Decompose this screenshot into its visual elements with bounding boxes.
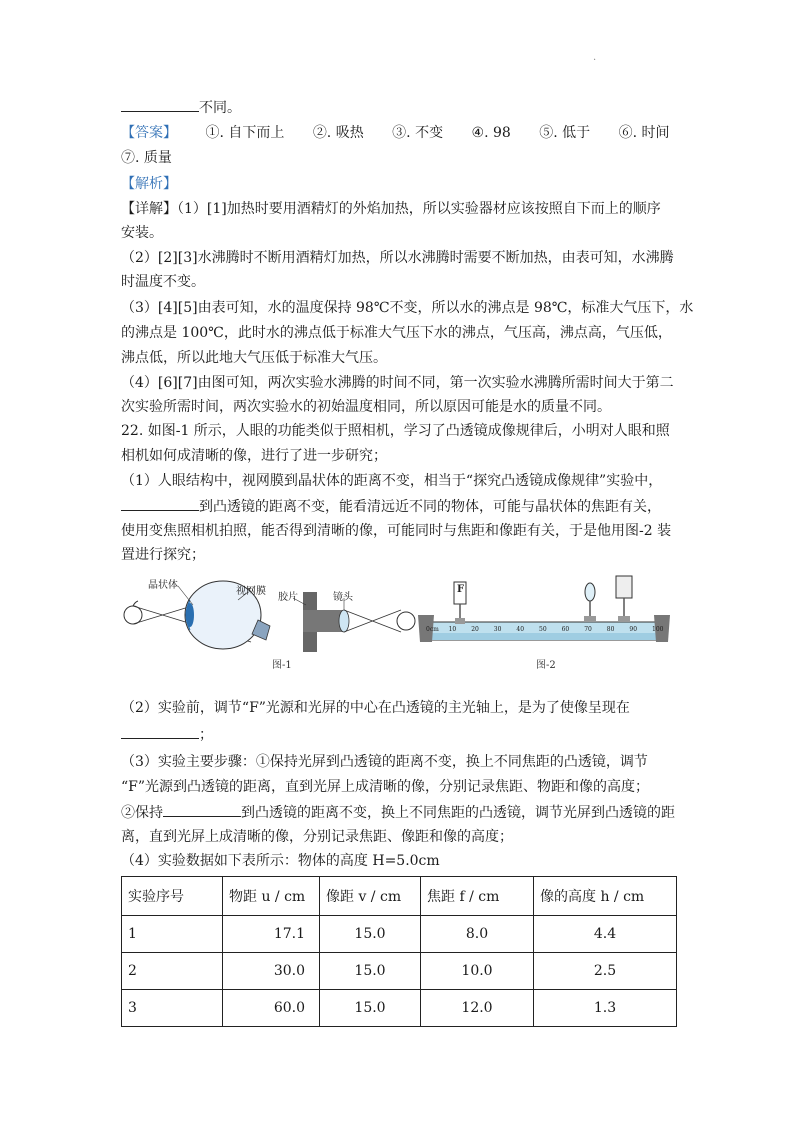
answer-item: ②. 吸热: [312, 125, 364, 141]
bench-tick-label: 10: [448, 626, 457, 633]
table-cell: 2.5: [534, 953, 677, 990]
table-header-row: [122, 877, 677, 916]
question-22-line: 置进行探究；: [121, 547, 205, 563]
explain-line: 【详解】（1）[1]加热时要用酒精灯的外焰加热，所以实验器材应该按照自下而上的顺序: [121, 201, 661, 217]
line-text: ；: [199, 727, 213, 743]
table-cell: 3: [122, 990, 223, 1027]
explain-line: 次实验所需时间，两次实验水的初始温度相同，所以原因可能是水的质量不同。: [121, 399, 611, 415]
question-3-line: 离，直到光屏上成清晰的像，分别记录焦距、像距和像的高度；: [121, 829, 513, 845]
table-cell: 2: [122, 953, 223, 990]
bench-tick-label: 70: [584, 626, 592, 633]
bench-tick-label: 0cm: [426, 626, 439, 633]
answer-item: ⑥. 时间: [618, 125, 670, 141]
explain-line: 时温度不变。: [121, 274, 205, 290]
explain-line: （3）[4][5]由表可知，水的温度保持 98℃不变，所以水的沸点是 98℃，标准大气压下，水: [121, 300, 694, 316]
answer-item: ①. 自下而上: [205, 125, 285, 141]
camera-lens-label: 镜头: [333, 592, 353, 603]
table-cell: 17.1: [223, 916, 320, 953]
answer-label: 【答案】: [121, 125, 177, 141]
explain-line: 的沸点是 100℃，此时水的沸点低于标准大气压下水的沸点，气压高，沸点高，气压低，: [121, 325, 672, 341]
question-2-line: （2）实验前，调节“F”光源和光屏的中心在凸透镜的主光轴上，是为了使像呈现在: [121, 700, 630, 716]
table-cell: 60.0: [223, 990, 320, 1027]
table-cell: 15.0: [320, 953, 421, 990]
bench-tick-label: 40: [516, 626, 525, 633]
f-source-letter: F: [457, 584, 465, 595]
question-3-line: [121, 802, 681, 823]
figure-2-caption: 图-2: [536, 660, 556, 671]
table-cell: 4.4: [534, 916, 677, 953]
table-row: [122, 953, 677, 990]
page-mark: .: [593, 52, 597, 63]
answer-blank: [121, 97, 199, 112]
table-header: 物距 u / cm: [223, 877, 320, 916]
data-table: [121, 876, 677, 1027]
bench-tick-label: 30: [493, 626, 502, 633]
figures-area: [118, 570, 678, 680]
bench-tick-label: 80: [606, 626, 615, 633]
table-header: 像的高度 h / cm: [534, 877, 677, 916]
analysis-label: 【解析】: [121, 176, 177, 192]
table-cell: 30.0: [223, 953, 320, 990]
question-22-line: 使用变焦照相机拍照，能否得到清晰的像，可能同时与焦距和像距有关，于是他用图-2 装: [121, 523, 672, 539]
bench-tick-label: 50: [539, 626, 547, 633]
question-2-line: [121, 724, 681, 745]
question-3-line: （3）实验主要步骤：①保持光屏到凸透镜的距离不变，换上不同焦距的凸透镜，调节: [121, 754, 648, 770]
figure-1-eye-camera: [118, 570, 678, 680]
table-cell: 8.0: [421, 916, 534, 953]
table-cell: 1: [122, 916, 223, 953]
answer-blank: [121, 496, 199, 511]
table-header: 焦距 f / cm: [421, 877, 534, 916]
bench-tick-label: 60: [561, 626, 570, 633]
answer-item: ④. 98: [471, 125, 511, 141]
table-cell: 10.0: [421, 953, 534, 990]
question-22-line: （1）人眼结构中，视网膜到晶状体的距离不变，相当于“探究凸透镜成像规律”实验中，: [121, 473, 663, 489]
film-label: 胶片: [278, 592, 298, 603]
bench-tick-label: 20: [471, 626, 479, 633]
retina-label: 视网膜: [236, 586, 266, 597]
line-text: 到凸透镜的距离不变，换上不同焦距的凸透镜，调节光屏到凸透镜的距: [241, 805, 675, 821]
table-cell: 15.0: [320, 916, 421, 953]
explain-line: 沸点低，所以此地大气压低于标准大气压。: [121, 350, 387, 366]
question-4-line: （4）实验数据如下表所示：物体的高度 H=5.0cm: [121, 853, 440, 869]
table-cell: 15.0: [320, 990, 421, 1027]
answer-blank: [121, 724, 199, 739]
answer-item: ③. 不变: [392, 125, 444, 141]
table-cell: 12.0: [421, 990, 534, 1027]
answer-item: ⑤. 低于: [539, 125, 591, 141]
explain-line: （2）[2][3]水沸腾时不断用酒精灯加热，所以水沸腾时需要不断加热，由表可知，水沸腾: [121, 250, 674, 266]
table-row: [122, 990, 677, 1027]
figure-1-caption: 图-1: [272, 660, 292, 671]
answer-blank: [163, 802, 241, 817]
question-22-line: [121, 496, 681, 517]
explain-line: 安装。: [121, 225, 163, 241]
line-text: ②保持: [121, 805, 163, 821]
question-22-line: 22. 如图-1 所示，人眼的功能类似于照相机，学习了凸透镜成像规律后，小明对人眼和照: [121, 423, 670, 439]
line-text: 到凸透镜的距离不变，能看清远近不同的物体，可能与晶状体的焦距有关，: [199, 499, 661, 515]
previous-answer-line: [121, 97, 681, 118]
table-row: [122, 916, 677, 953]
answer-line: [121, 123, 681, 143]
bench-tick-label: 90: [629, 626, 638, 633]
table-cell: 1.3: [534, 990, 677, 1027]
bench-tick-label: 100: [652, 626, 664, 633]
answer-item-7: ⑦. 质量: [121, 150, 172, 166]
question-22-line: 相机如何成清晰的像，进行了进一步研究；: [121, 448, 387, 464]
explain-line: （4）[6][7]由图可知，两次实验水沸腾的时间不同，第一次实验水沸腾所需时间大于第二: [121, 375, 674, 391]
line-text: 不同。: [199, 100, 241, 116]
question-3-line: “F”光源到凸透镜的距离，直到光屏上成清晰的像，分别记录焦距、物距和像的高度；: [121, 779, 650, 795]
table-header: 像距 v / cm: [320, 877, 421, 916]
lens-crystal-label: 晶状体: [148, 580, 178, 591]
table-header: 实验序号: [122, 877, 223, 916]
